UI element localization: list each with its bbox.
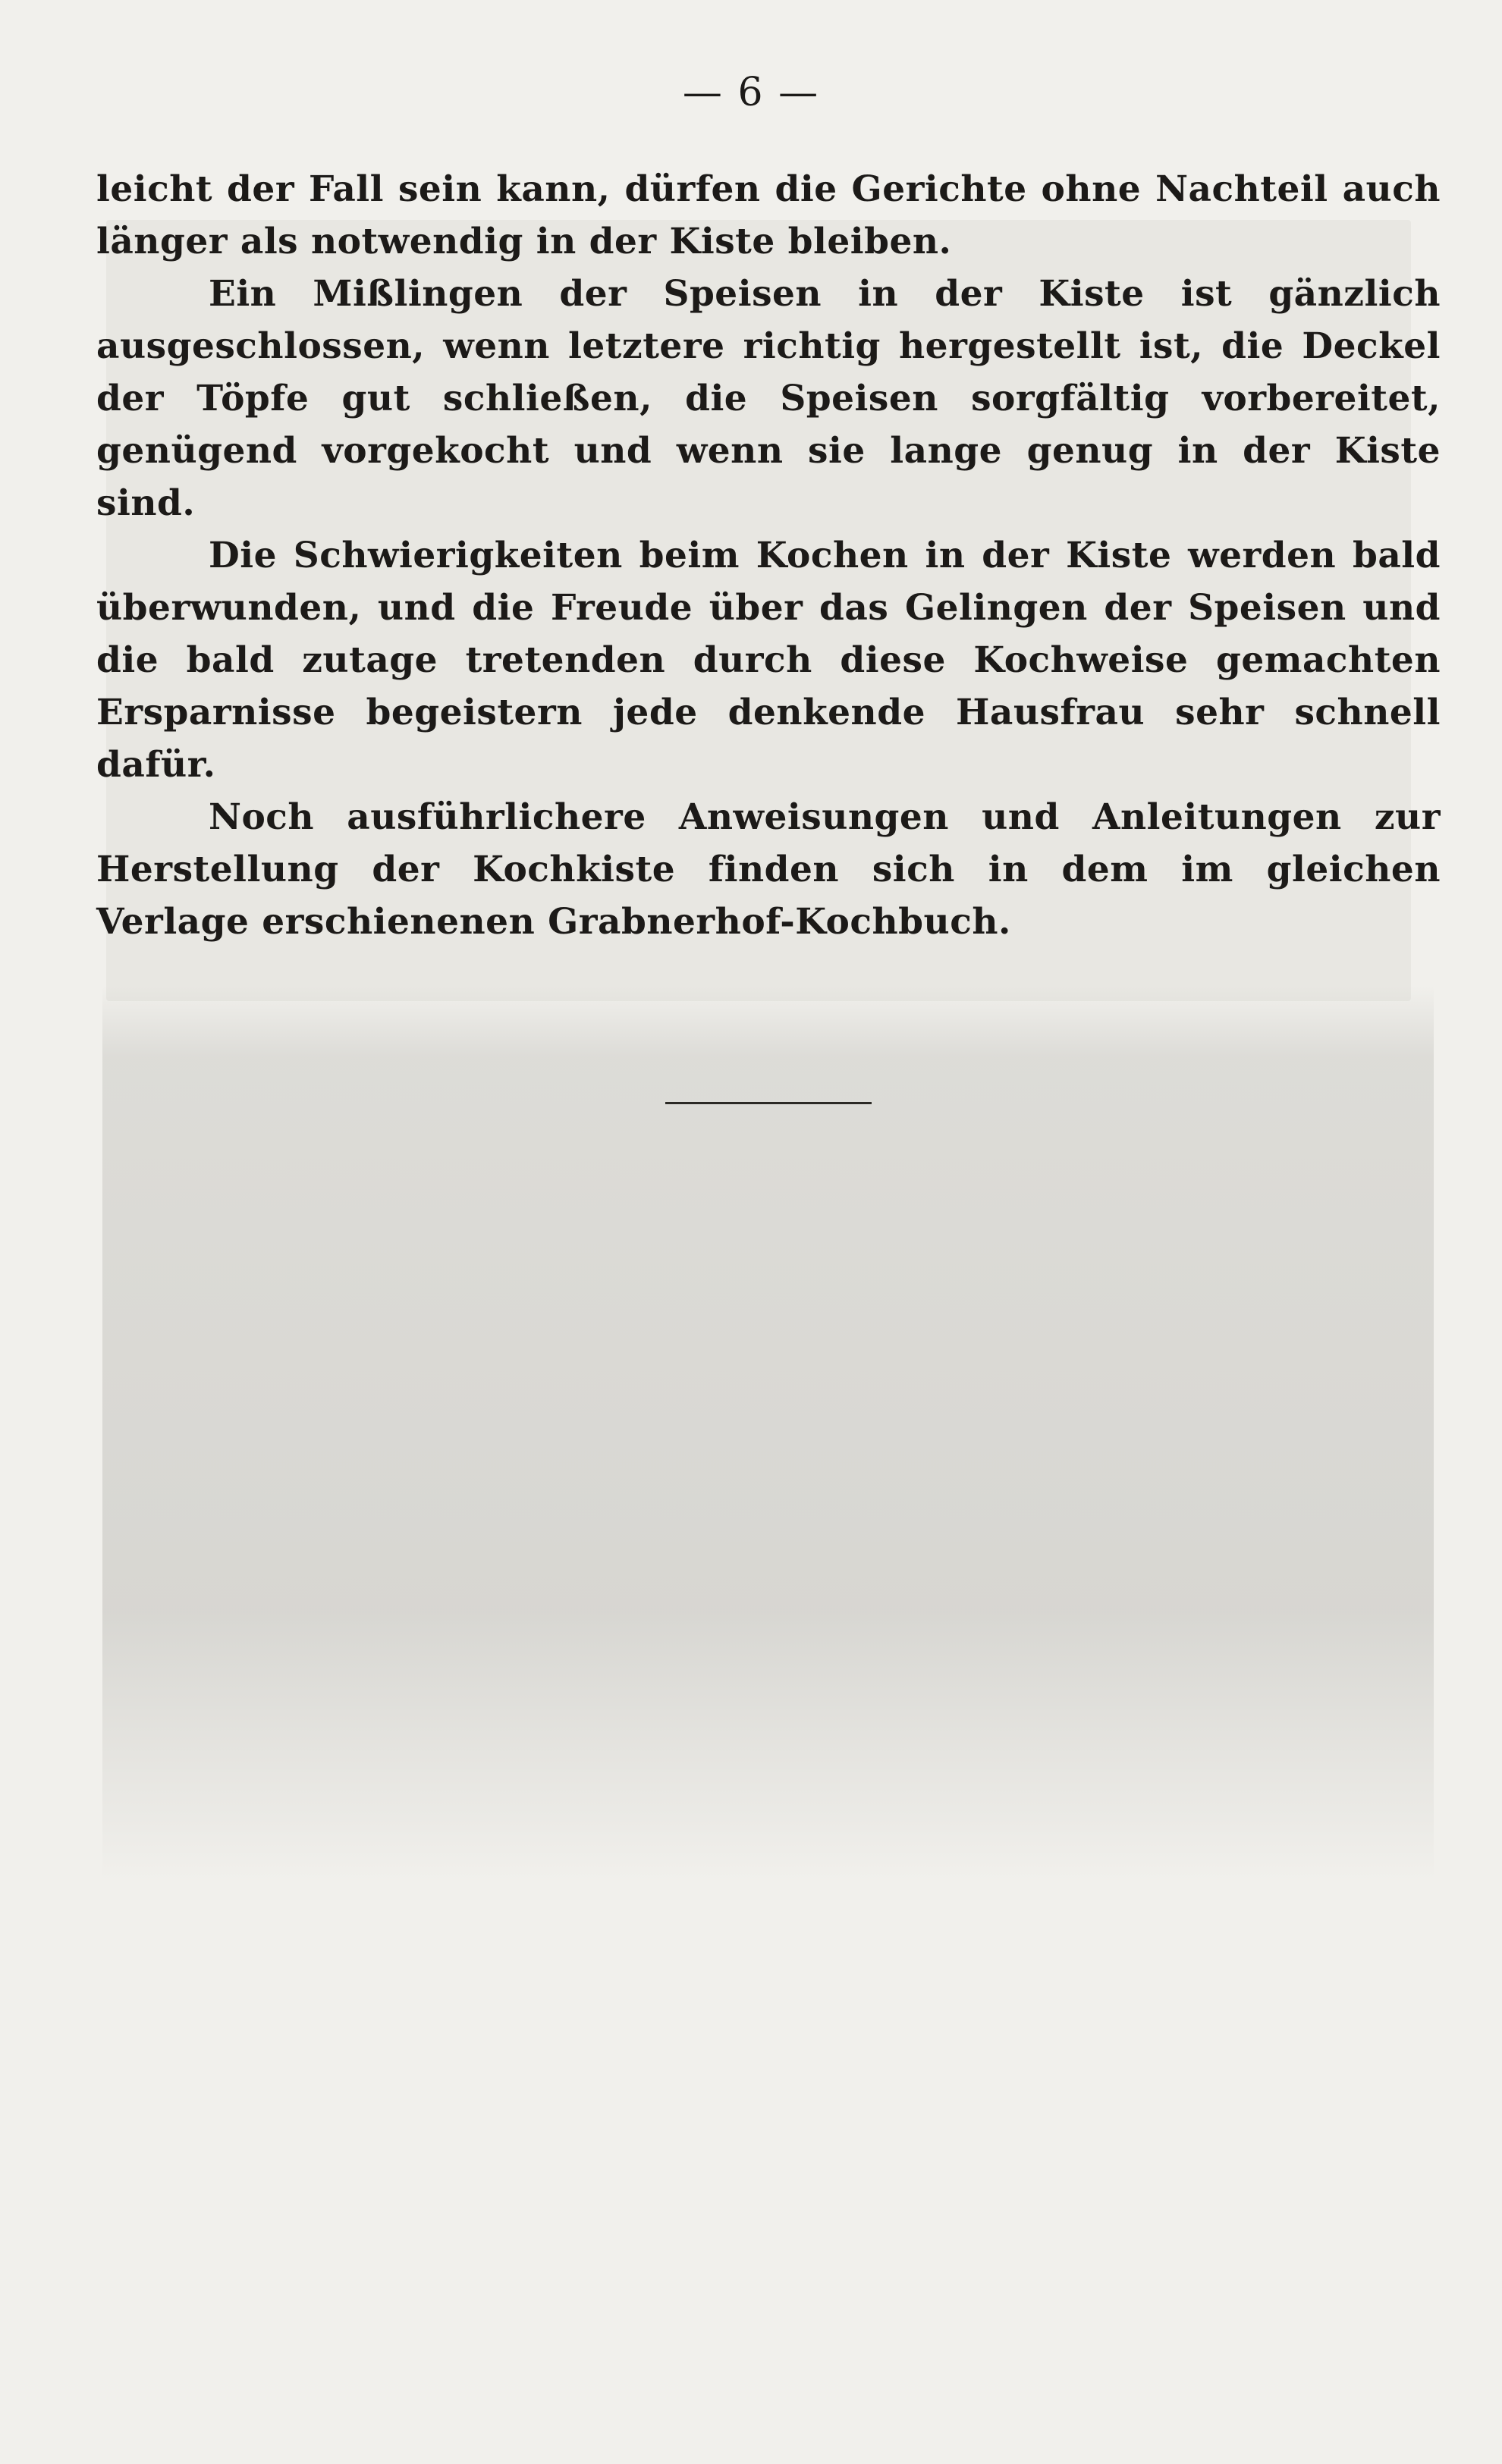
page-number: — 6 —	[682, 70, 820, 115]
scan-bleed-through	[102, 986, 1434, 1881]
body-text	[96, 163, 1441, 948]
paragraph-2: Ein Mißlingen der Speisen in der Kiste ist gänzlich ausgeschlossen, wenn letztere richtig hergestellt ist, die Deckel der Töpfe gut schließen, die Speisen sorgfältig vorbereitet, genügend vorgekocht und wenn sie lange genug in der Kiste sind.	[96, 273, 1441, 524]
section-divider	[665, 1102, 872, 1104]
paragraph-3: Die Schwierigkeiten beim Kochen in der Kiste werden bald überwunden, und die Freude über das Gelingen der Speisen und die bald zutage tretenden durch diese Kochweise gemachten Ersparnisse begeistern jede denkende Hausfrau sehr schnell dafür.	[96, 535, 1441, 786]
paragraph-4: Noch ausführlichere Anweisungen und Anleitungen zur Herstellung der Kochkiste finden sich in dem im gleichen Verlage erschienenen Grabnerhof-Kochbuch.	[96, 796, 1441, 943]
paragraph-1: leicht der Fall sein kann, dürfen die Gerichte ohne Nachteil auch länger als notwendig in der Kiste bleiben.	[96, 168, 1441, 262]
